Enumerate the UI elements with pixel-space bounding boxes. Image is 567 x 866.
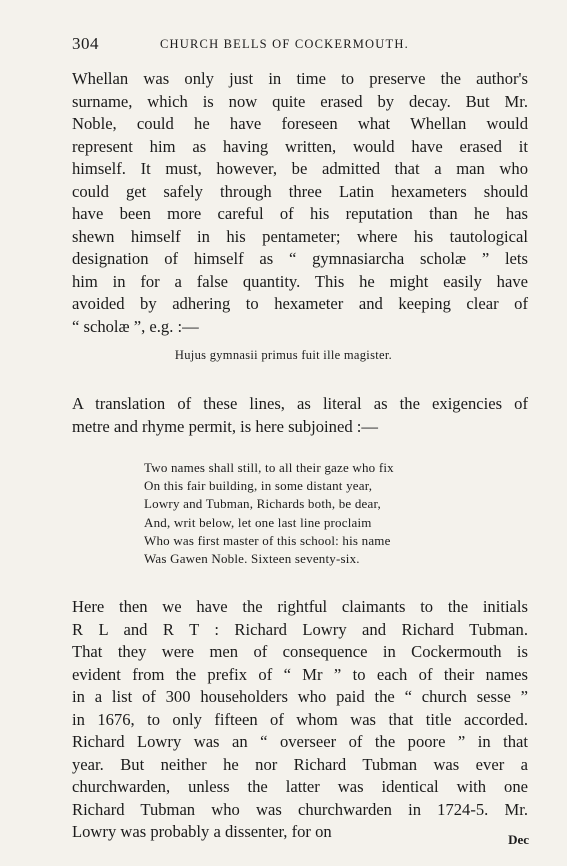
text-line: Lowry was probably a dissenter, for on [72,822,332,841]
text-line: Richard Lowry was an “ overseer of the poore ” in that [72,732,528,751]
text-line: metre and rhyme permit, is here subjoined :— [72,416,378,436]
text-line: Whellan was only just in time to preserve the author's [72,69,528,88]
text-line: shewn himself in his pentameter; where his tautological [72,226,528,246]
text-line: have been more careful of his reputation than he has [72,204,528,223]
text-line: represent him as having written, would have erased it [72,136,528,156]
text-line: R L and R T : Richard Lowry and Richard Tubman. [72,619,528,639]
text-line: year. But neither he nor Richard Tubman was ever a [72,754,528,774]
running-title: CHURCH BELLS OF COCKERMOUTH. [160,37,409,51]
verse-line: Who was first master of this school: his name [144,532,391,548]
text-line: surname, which is now quite erased by decay. But Mr. [72,91,528,111]
text-line: That they were men of consequence in Cockermouth is [72,642,528,661]
text-line: could get safely through three Latin hexameters should [72,181,528,201]
text-line: A translation of these lines, as literal as the exigencies of [72,394,528,413]
verse-line: On this fair building, in some distant year, [144,478,373,494]
page-number: 304 [72,34,99,53]
text-line: in 1676, to only fifteen of whom was that title accorded. [72,709,528,729]
latin-quotation: Hujus gymnasii primus fuit ille magister. [174,348,393,362]
verse-line: Was Gawen Noble. Sixteen seventy-six. [144,551,360,567]
paragraph-3 [72,596,528,844]
text-line: avoided by adhering to hexameter and keeping clear of [72,294,528,313]
verse-translation [144,459,394,568]
verse-line: Lowry and Tubman, Richards both, be dear, [144,496,381,512]
verse-line: And, writ below, let one last line proclaim [144,514,372,530]
text-line: “ scholæ ”, e.g. :— [72,316,199,336]
text-line: churchwarden, unless the latter was identical with one [72,777,528,796]
catchword: Dec [508,832,529,847]
text-line: him in for a false quantity. This he might easily have [72,271,528,291]
text-line: in a list of 300 householders who paid the “ church sesse ” [72,687,528,706]
paragraph-2 [72,393,528,438]
paragraph-1 [72,68,528,338]
text-line: Richard Tubman who was churchwarden in 1724-5. Mr. [72,799,528,819]
text-line: himself. It must, however, be admitted that a man who [72,159,528,178]
text-line: Here then we have the rightful claimants to the initials [72,597,528,616]
page-header [72,34,530,56]
text-line: evident from the prefix of “ Mr ” to each of their names [72,664,528,684]
text-line: Noble, could he have foreseen what Whellan would [72,114,528,133]
text-line: designation of himself as “ gymnasiarcha scholæ ” lets [72,249,528,268]
verse-line: Two names shall still, to all their gaze who fix [144,460,394,475]
